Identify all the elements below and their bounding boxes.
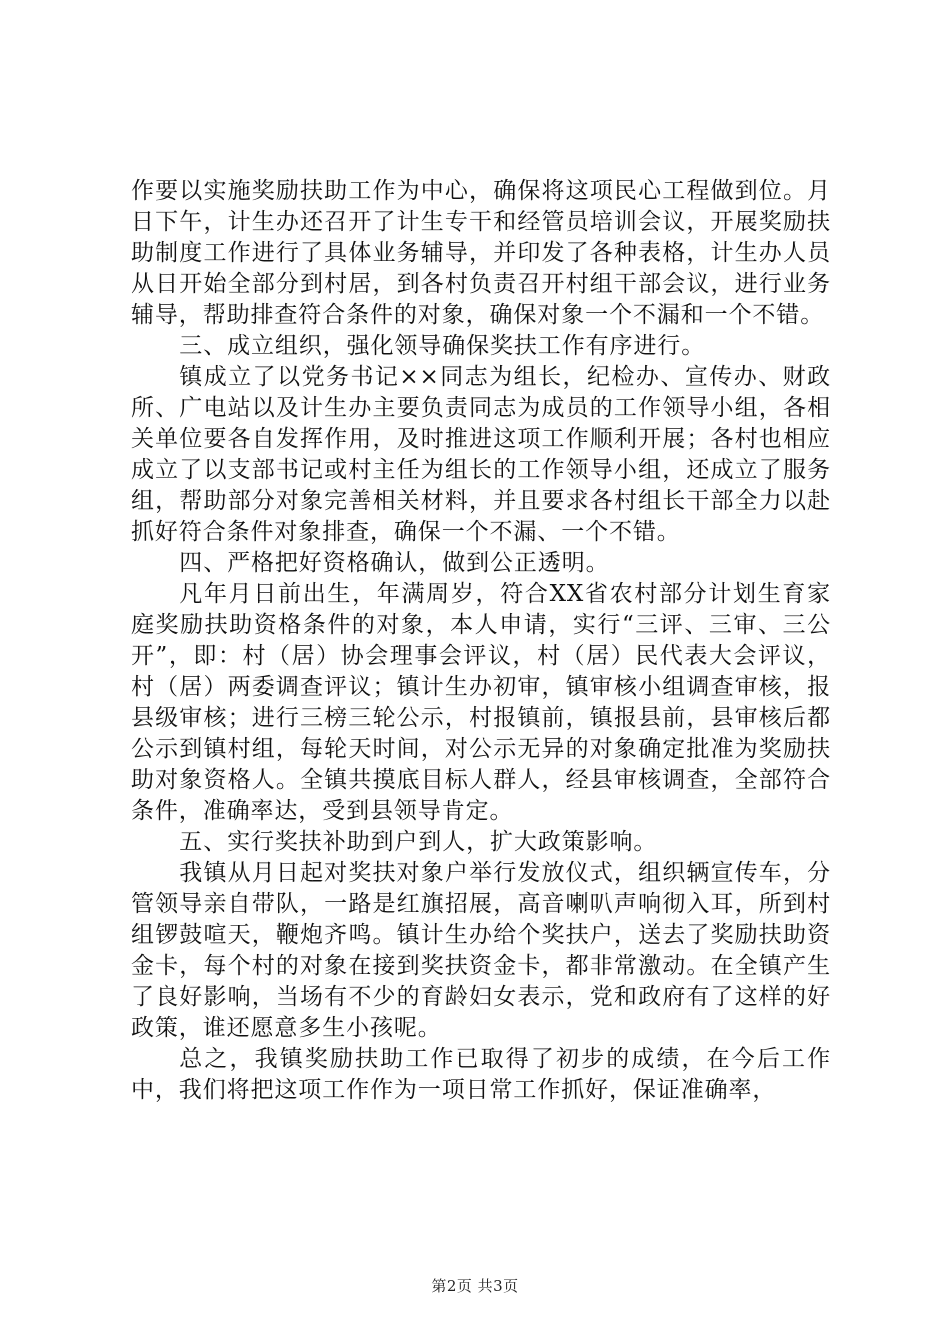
paragraph-8: 总之，我镇奖励扶助工作已取得了初步的成绩，在今后工作中，我们将把这项工作作为一项日常工作抓好，保证准确率， [131, 1046, 831, 1103]
paragraph-7: 我镇从月日起对奖扶对象户举行发放仪式，组织辆宣传车，分管领导亲自带队，一路是红旗招展，高音喇叭声响彻入耳，所到村组锣鼓喧天，鞭炮齐鸣。镇计生办给个奖扶户，送去了奖励扶助资金卡，每个村的对象在接到奖扶资金卡，都非常激动。在全镇产生了良好影响，当场有不少的育龄妇女表示，党和政府有了这样的好政策，谁还愿意多生小孩呢。 [131, 860, 831, 1041]
paragraph-3: 镇成立了以党务书记××同志为组长，纪检办、宣传办、财政所、广电站以及计生办主要负责同志为成员的工作领导小组，各相关单位要各自发挥作用，及时推进这项工作顺利开展；各村也相应成立了以支部书记或村主任为组长的工作领导小组，还成立了服务组，帮助部分对象完善相关材料，并且要求各村组长干部全力以赴抓好符合条件对象排查，确保一个不漏、一个不错。 [131, 364, 831, 545]
section-heading-4: 四、严格把好资格确认，做到公正透明。 [179, 550, 610, 576]
section-heading-3: 三、成立组织，强化领导确保奖扶工作有序进行。 [179, 333, 706, 359]
paragraph-5: 凡年月日前出生，年满周岁，符合XX省农村部分计划生育家庭奖励扶助资格条件的对象，本人申请，实行“三评、三审、三公开”，即：村（居）协会理事会评议，村（居）民代表大会评议，村（居）两委调查评议；镇计生办初审，镇审核小组调查审核，报县级审核；进行三榜三轮公示，村报镇前，镇报县前，县审核后都公示到镇村组，每轮天时间，对公示无异的对象确定批准为奖励扶助对象资格人。全镇共摸底目标人群人，经县审核调查，全部符合条件，准确率达，受到县领导肯定。 [131, 581, 831, 824]
section-heading-5: 五、实行奖扶补助到户到人，扩大政策影响。 [179, 829, 658, 855]
paragraph-1: 作要以实施奖励扶助工作为中心，确保将这项民心工程做到位。月日下午，计生办还召开了计生专干和经管员培训会议，开展奖励扶助制度工作进行了具体业务辅导，并印发了各种表格，计生办人员从日开始全部分到村居，到各村负责召开村组干部会议，进行业务辅导，帮助排查符合条件的对象，确保对象一个不漏和一个不错。 [131, 178, 831, 328]
page-footer: 第2页 共3页 [431, 1277, 519, 1295]
document-body [131, 176, 831, 1106]
